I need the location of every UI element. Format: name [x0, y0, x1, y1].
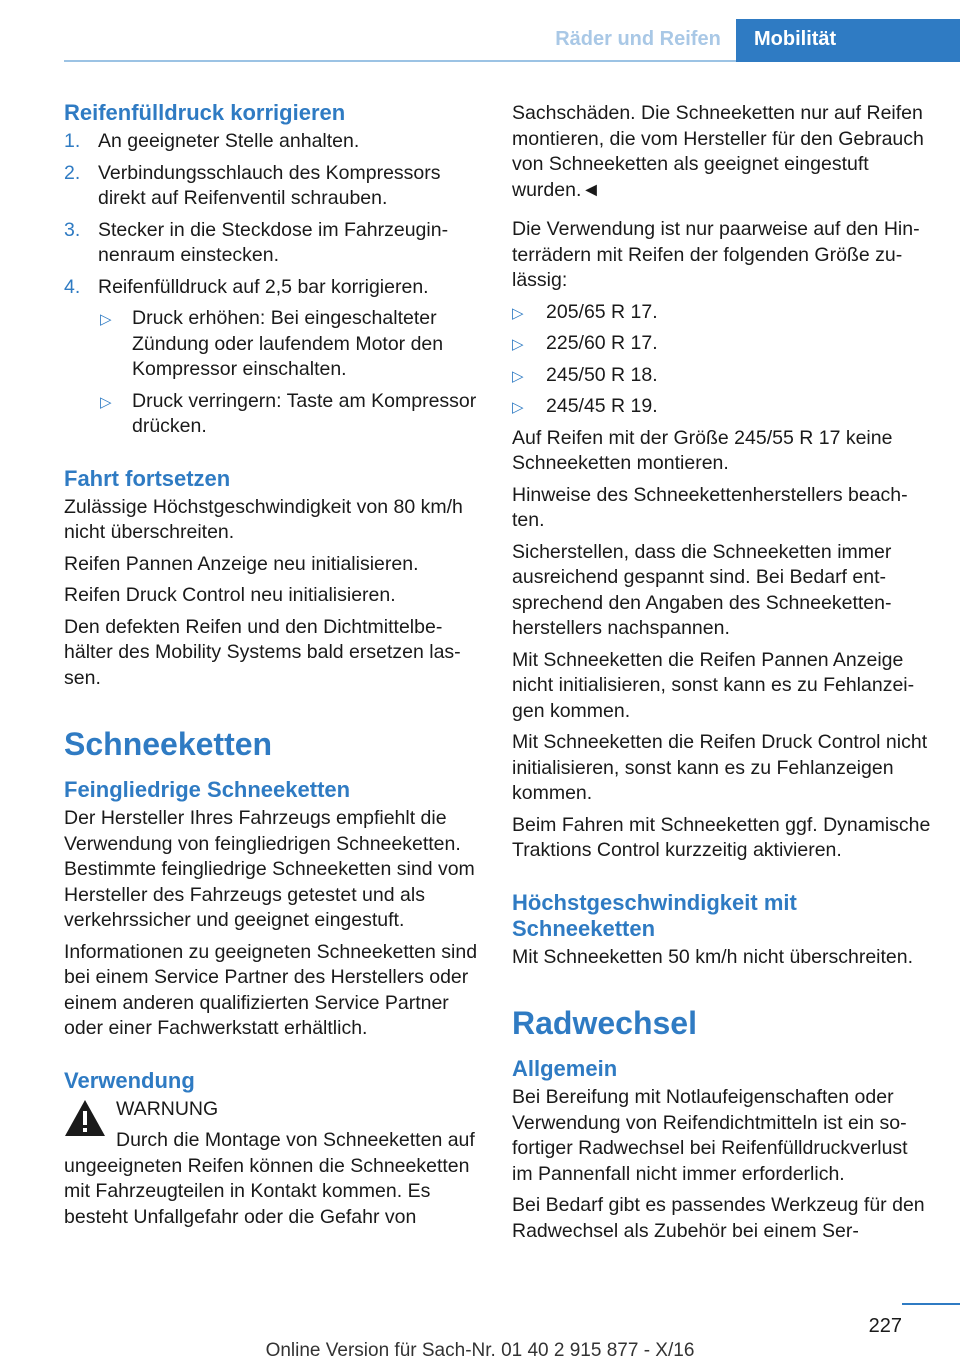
page-number: 227	[868, 1315, 902, 1337]
heading-fahrt-fortsetzen: Fahrt fortsetzen	[64, 465, 231, 491]
heading-hoechstgeschwindigkeit: Höchstgeschwindigkeit mit Schneeketten	[512, 889, 797, 941]
warning-triangle-icon	[64, 1099, 106, 1137]
step-4: 4. Reifenfülldruck auf 2,5 bar korrigieren.	[64, 275, 429, 298]
header-chapter-tab: Mobilität	[736, 19, 960, 62]
heading-verwendung: Verwendung	[64, 1067, 195, 1093]
paragraph: Mit Schneeketten die Reifen Pannen Anzeige nicht initialisieren, sonst kann es zu Fehlanzeigen kommen.	[512, 648, 915, 722]
paragraph: Reifen Druck Control neu initialisieren.	[64, 584, 396, 606]
paragraph: Bei Bedarf gibt es passendes Werkzeug für den Radwechsel als Zubehör bei einem Ser-	[512, 1194, 925, 1242]
paragraph: Den defekten Reifen und den Dichtmittelbehälter des Mobility Systems bald ersetzen lassen.	[64, 615, 461, 689]
footer-rule	[902, 1303, 960, 1305]
header-section-label: Räder und Reifen	[555, 28, 721, 50]
step-2: 2. Verbindungsschlauch des Kompressors direkt auf Reifenventil schrauben.	[64, 161, 441, 209]
sub-step-2: ▷ Druck verringern: Taste am Kompressor drücken.	[100, 389, 477, 437]
heading-feingliedrige-schneeketten: Feingliedrige Schneeketten	[64, 777, 351, 802]
size-item: ▷ 245/50 R 18.	[512, 363, 932, 389]
paragraph: Beim Fahren mit Schneeketten ggf. Dynamische Traktions Control kurzzeitig aktivieren.	[512, 813, 931, 861]
size-item: ▷ 205/65 R 17.	[512, 300, 932, 326]
step-1: 1. An geeigneter Stelle anhalten.	[64, 130, 360, 152]
paragraph: Zulässige Höchstgeschwindigkeit von 80 km/h nicht überschreiten.	[64, 495, 463, 543]
heading-allgemein: Allgemein	[512, 1056, 618, 1081]
paragraph: Mit Schneeketten 50 km/h nicht überschreiten.	[512, 945, 914, 968]
paragraph: Informationen zu geeigneten Schneeketten sind bei einem Service Partner des Herstellers oder einem anderen qualifizierten Service Partner oder einer Fachwerkstatt erhältlich.	[64, 940, 478, 1039]
heading-reifenfuelldruck-korrigieren: Reifenfülldruck korrigieren	[64, 100, 346, 125]
paragraph: Die Verwendung ist nur paarweise auf den Hinterrädern mit Reifen der folgenden Größe zulässig:	[512, 218, 920, 291]
paragraph: Auf Reifen mit der Größe 245/55 R 17 keine Schneeketten montieren.	[512, 426, 893, 474]
heading-schneeketten: Schneeketten	[64, 726, 273, 762]
size-item: ▷ 225/60 R 17.	[512, 331, 932, 357]
right-column	[512, 101, 932, 1250]
warning-text: Durch die Montage von Schneeketten auf ungeeigneten Reifen können die Schneeketten mit Fahrzeugteilen in Kontakt kommen. Es besteht Unfallgefahr oder die Gefahr von	[64, 1129, 475, 1228]
step-3: 3. Stecker in die Steckdose im Fahrzeuginnenraum einstecken.	[64, 218, 449, 266]
paragraph: Reifen Pannen Anzeige neu initialisieren.	[64, 552, 419, 575]
triangle-bullet-icon: ▷	[100, 311, 112, 328]
online-version-note: Online Version für Sach-Nr. 01 40 2 915 877 - X/16	[265, 1340, 695, 1361]
triangle-bullet-icon: ▷	[512, 304, 524, 322]
heading-radwechsel: Radwechsel	[512, 1005, 697, 1041]
warning-block	[64, 1097, 482, 1123]
size-item: ▷ 245/45 R 19.	[512, 394, 932, 420]
warning-title: WARNUNG	[116, 1097, 219, 1120]
triangle-bullet-icon: ▷	[512, 399, 524, 416]
triangle-bullet-icon: ▷	[512, 367, 524, 385]
paragraph: Bei Bereifung mit Notlaufeigenschaften oder Verwendung von Reifendichtmitteln ist ein sofortiger Radwechsel bei Reifenfülldruckverlust im Pannenfall nicht immer erforderlich.	[512, 1086, 908, 1185]
paragraph: Mit Schneeketten die Reifen Druck Control nicht initialisieren, sonst kann es zu Fehlanzeigen kommen.	[512, 731, 928, 804]
paragraph: Der Hersteller Ihres Fahrzeugs empfiehlt die Verwendung von feingliedrigen Schneeketten. Bestimmte feingliedrige Schneeketten sind vom Hersteller des Fahrzeugs getestet und als verkehrssicher und geeignet eingestuft.	[64, 807, 475, 931]
warning-continuation: Sachschäden. Die Schneeketten nur auf Reifen montieren, die vom Hersteller für den Gebrauch von Schneeketten als geeignet eingestuft wurden.◄	[512, 102, 924, 201]
left-column	[64, 100, 482, 1236]
sub-step-1: ▷ Druck erhöhen: Bei eingeschalteter Zündung oder laufendem Motor den Kompressor einschalten.	[100, 307, 444, 380]
triangle-bullet-icon: ▷	[512, 336, 524, 353]
paragraph: Sicherstellen, dass die Schneeketten immer ausreichend gespannt sind. Bei Bedarf entsprechend den Angaben des Schneekettenherstellers nachspannen.	[512, 540, 892, 639]
triangle-bullet-icon: ▷	[100, 393, 112, 411]
paragraph: Hinweise des Schneekettenherstellers beachten.	[512, 483, 908, 531]
